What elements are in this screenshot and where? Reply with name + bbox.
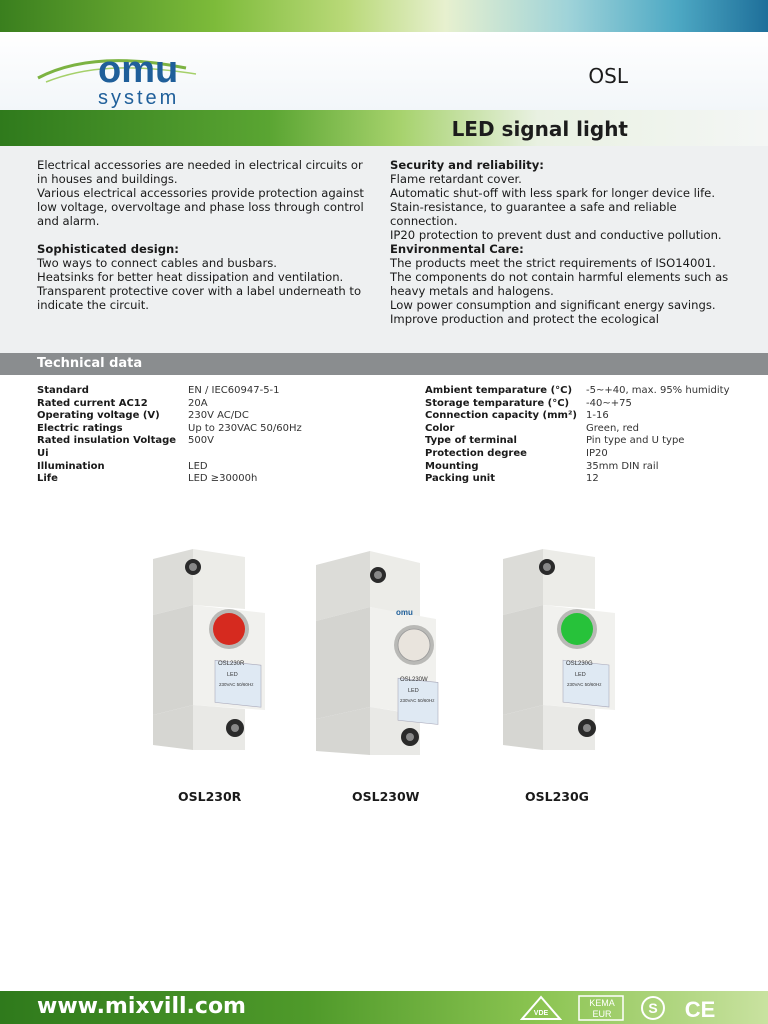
spec-row <box>425 461 730 474</box>
led-green <box>561 613 593 645</box>
spec-value: 20A <box>188 397 208 409</box>
device-rating: 230VAC 50/60Hz <box>400 698 435 703</box>
spec-value: LED <box>188 460 208 472</box>
ce-mark-text: CE <box>684 997 716 1021</box>
spec-table-left <box>37 385 302 486</box>
product-image-osl230w <box>310 545 445 760</box>
technical-data-title: Technical data <box>37 356 143 371</box>
intro-paragraph: IP20 protection to prevent dust and conductive pollution. <box>390 228 722 242</box>
kema-mark-text: KEMA <box>589 998 615 1008</box>
product-label-osl230w: OSL230W <box>352 789 420 804</box>
spec-value: IP20 <box>586 447 608 459</box>
spec-value: 230V AC/DC <box>188 410 249 422</box>
spec-row <box>37 398 302 411</box>
kema-eur-mark-icon <box>578 995 624 1021</box>
top-gradient-bar <box>0 0 768 32</box>
spec-key: Rated current AC12 <box>37 397 148 409</box>
product-image-osl230r <box>145 545 275 755</box>
product-label-osl230g: OSL230G <box>525 789 589 804</box>
spec-key: Life <box>37 473 58 485</box>
spec-row <box>425 385 730 398</box>
spec-key: Protection degree <box>425 447 527 459</box>
spec-row <box>37 385 302 398</box>
intro-paragraph: Heatsinks for better heat dissipation and ventilation. <box>37 270 344 284</box>
spec-key: Color <box>425 422 455 434</box>
device-logo: omu <box>396 608 413 617</box>
spec-key: Standard <box>37 385 89 396</box>
spec-row <box>37 461 302 474</box>
spec-value: EN / IEC60947-5-1 <box>188 385 280 396</box>
eur-mark-text: EUR <box>592 1009 612 1019</box>
intro-paragraph: Stain-resistance, to guarantee a safe and reliable connection. <box>390 200 677 228</box>
intro-heading: Security and reliability: <box>390 158 544 172</box>
device-sublabel: LED <box>575 672 586 678</box>
spec-row <box>425 398 730 411</box>
led-white <box>398 629 430 661</box>
intro-paragraph: Electrical accessories are needed in electrical circuits or in houses and buildings. <box>37 158 363 186</box>
spec-key: Electric ratings <box>37 422 123 434</box>
intro-spacer <box>37 228 367 242</box>
spec-value: 12 <box>586 473 599 485</box>
spec-key: Mounting <box>425 460 479 472</box>
ce-mark-icon <box>678 995 722 1021</box>
title-band <box>0 110 768 146</box>
spec-value: -40~+75 <box>586 397 632 409</box>
spec-row <box>37 473 302 486</box>
s-mark-text: S <box>648 1000 658 1016</box>
spec-table-right <box>425 385 730 486</box>
device-label: OSL230R <box>218 661 245 667</box>
spec-key: Illumination <box>37 460 105 472</box>
s-mark-icon <box>638 995 668 1021</box>
spec-row <box>37 410 302 423</box>
device-sublabel: LED <box>227 672 238 678</box>
spec-value: -5~+40, max. 95% humidity <box>586 385 730 396</box>
spec-row <box>425 423 730 436</box>
spec-key: Packing unit <box>425 473 496 485</box>
spec-key: Operating voltage (V) <box>37 410 160 422</box>
spec-row <box>425 448 730 461</box>
device-label: OSL230W <box>400 677 428 683</box>
spec-row <box>425 410 730 423</box>
spec-value: 1-16 <box>586 410 609 422</box>
intro-right-column <box>390 158 730 326</box>
spec-key: Rated insulation Voltage Ui <box>37 435 177 459</box>
intro-heading: Environmental Care: <box>390 242 524 256</box>
intro-heading: Sophisticated design: <box>37 242 179 256</box>
website-link[interactable]: www.mixvill.com <box>37 994 246 1019</box>
logo-word-system: system <box>98 87 180 108</box>
vde-mark-text: VDE <box>533 1010 549 1017</box>
spec-key: Storage temparature (°C) <box>425 397 570 409</box>
intro-paragraph: Transparent protective cover with a label underneath to indicate the circuit. <box>37 284 362 312</box>
device-rating: 230VAC 50/60Hz <box>219 682 254 687</box>
intro-left-column <box>37 158 367 312</box>
led-red <box>213 613 245 645</box>
intro-paragraph: The components do not contain harmful elements such as heavy metals and halogens. <box>390 270 729 298</box>
spec-value: Up to 230VAC 50/60Hz <box>188 422 302 434</box>
device-sublabel: LED <box>408 688 419 694</box>
device-rating: 230VAC 50/60Hz <box>567 682 602 687</box>
intro-paragraph: Low power consumption and significant energy savings. <box>390 298 716 312</box>
spec-row <box>37 435 302 460</box>
product-image-osl230g <box>495 545 625 755</box>
intro-paragraph: The products meet the strict requirements of ISO14001. <box>390 256 716 270</box>
spec-key: Ambient temparature (°C) <box>425 385 573 396</box>
spec-value: LED ≥30000h <box>188 473 258 485</box>
intro-paragraph: Automatic shut-off with less spark for longer device life. <box>390 186 716 200</box>
device-label: OSL230G <box>566 661 593 667</box>
spec-key: Type of terminal <box>425 435 517 447</box>
product-label-osl230r: OSL230R <box>178 789 242 804</box>
intro-paragraph: Two ways to connect cables and busbars. <box>37 256 277 270</box>
spec-value: 35mm DIN rail <box>586 460 659 472</box>
spec-key: Connection capacity (mm²) <box>425 410 577 422</box>
intro-paragraph: Various electrical accessories provide protection against low voltage, overvoltage and phase loss through control and alarm. <box>37 186 364 228</box>
vde-mark-icon <box>520 995 562 1021</box>
spec-value: Green, red <box>586 422 640 434</box>
spec-row <box>37 423 302 436</box>
spec-row <box>425 473 730 486</box>
logo-word-omu: omu <box>98 49 179 91</box>
intro-paragraph: Flame retardant cover. <box>390 172 522 186</box>
spec-row <box>425 435 730 448</box>
product-code: OSL <box>588 64 628 88</box>
spec-value: 500V <box>188 435 214 447</box>
spec-value: Pin type and U type <box>586 435 685 447</box>
intro-paragraph: Improve production and protect the ecological <box>390 312 659 326</box>
product-title: LED signal light <box>451 117 628 141</box>
omu-system-logo <box>36 48 256 108</box>
